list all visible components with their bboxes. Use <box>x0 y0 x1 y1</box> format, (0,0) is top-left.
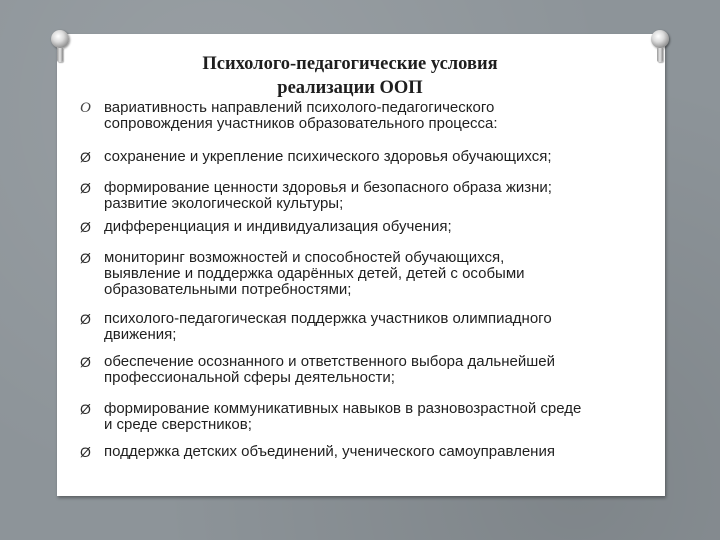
list-item-text <box>104 444 664 460</box>
arrow-bullet-icon: Ø <box>80 149 91 165</box>
arrow-bullet-icon: Ø <box>80 401 91 417</box>
list-item-text <box>104 354 664 386</box>
arrow-bullet-icon: Ø <box>80 311 91 327</box>
list-item-line: сопровождения участников образовательного процесса: <box>104 115 498 132</box>
circle-bullet-icon: O <box>80 100 91 116</box>
pushpin-icon <box>51 30 69 48</box>
list-item-line: формирование ценности здоровья и безопасного образа жизни; <box>104 179 552 196</box>
arrow-bullet-icon: Ø <box>80 219 91 235</box>
list-item-text <box>104 250 664 298</box>
list-item-line: дифференциация и индивидуализация обучения; <box>104 218 452 235</box>
list-item-line: мониторинг возможностей и способностей обучающихся, <box>104 249 505 266</box>
list-item-line: движения; <box>104 326 177 343</box>
list-item-line: сохранение и укрепление психического здоровья обучающихся; <box>104 148 552 165</box>
list-item-line: выявление и поддержка одарённых детей, детей с особыми <box>104 265 525 282</box>
list-item-line: образовательными потребностями; <box>104 281 352 298</box>
slide-title-line-2: реализации ООП <box>277 78 423 98</box>
list-item-line: формирование коммуникативных навыков в разновозрастной среде <box>104 400 582 417</box>
list-item-text <box>104 401 664 433</box>
list-item-line: вариативность направлений психолого-педагогического <box>104 99 495 116</box>
arrow-bullet-icon: Ø <box>80 354 91 370</box>
list-item-text <box>104 180 664 212</box>
list-item-line: профессиональной сферы деятельности; <box>104 369 395 386</box>
list-item-line: развитие экологической культуры; <box>104 195 344 212</box>
arrow-bullet-icon: Ø <box>80 444 91 460</box>
list-item-line: и среде сверстников; <box>104 416 252 433</box>
list-item-line: психолого-педагогическая поддержка участников олимпиадного <box>104 310 552 327</box>
arrow-bullet-icon: Ø <box>80 180 91 196</box>
arrow-bullet-icon: Ø <box>80 250 91 266</box>
list-item-text <box>104 219 664 235</box>
slide-title-line-1: Психолого-педагогические условия <box>202 54 498 74</box>
list-item-text <box>104 100 664 132</box>
list-item-text <box>104 311 664 343</box>
list-item-text <box>104 149 664 165</box>
list-item-line: обеспечение осознанного и ответственного выбора дальнейшей <box>104 353 555 370</box>
slide-title <box>100 52 600 100</box>
list-item-line: поддержка детских объединений, ученического самоуправления <box>104 443 555 460</box>
pushpin-icon <box>651 30 669 48</box>
